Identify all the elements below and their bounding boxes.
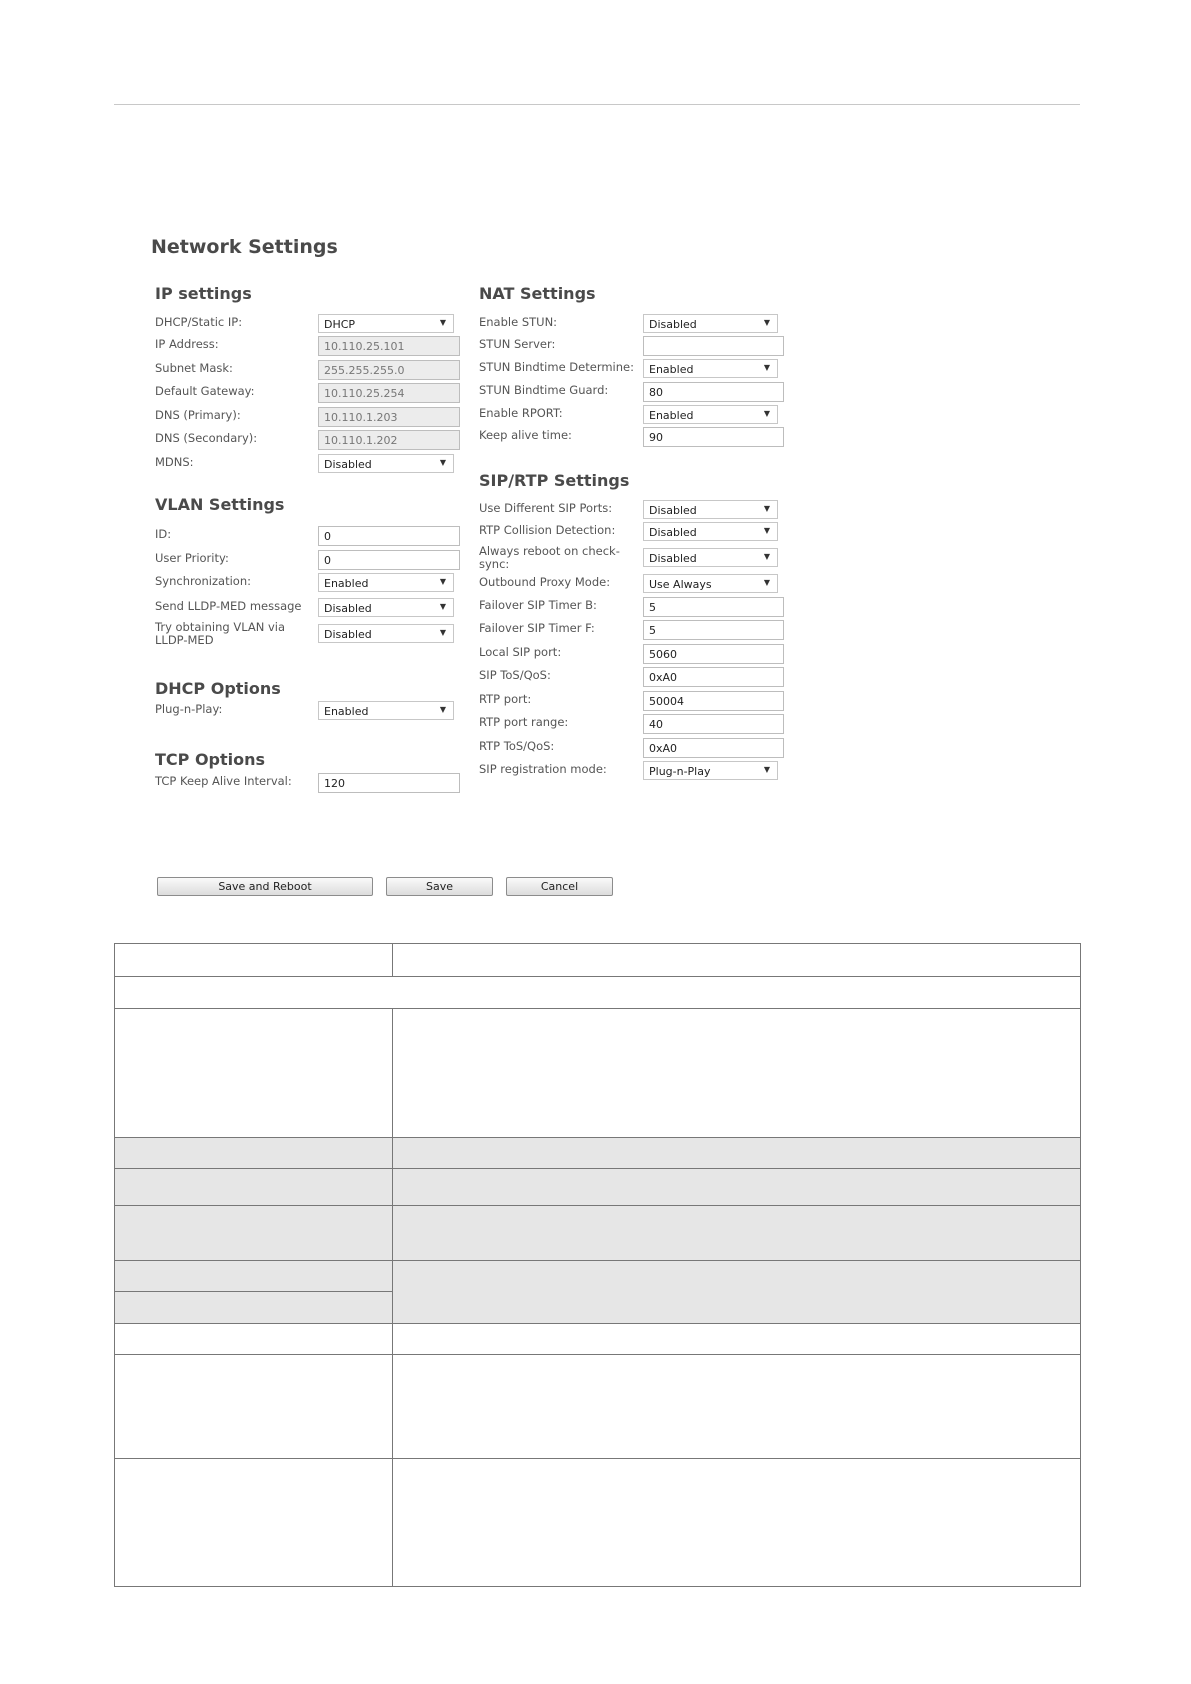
vlan-settings-heading: VLAN Settings [155,495,285,514]
dhcp-static-ip-value: DHCP [324,318,356,331]
field-row-dns-secondary [155,430,460,450]
field-row-local-sip-port [479,644,784,664]
chevron-down-icon: ▼ [763,765,770,774]
table-row [114,1137,1080,1168]
table-line [114,1205,1080,1206]
cancel-button[interactable]: Cancel [506,877,613,896]
failover-sip-timer-b-input[interactable]: 5 [643,597,784,617]
synchronization-label: Synchronization: [155,574,251,588]
stun-bindtime-determine-value: Enabled [649,363,694,376]
field-row-stun-bindtime-determine [479,359,784,379]
mdns-value: Disabled [324,458,372,471]
dhcp-static-ip-select[interactable] [318,314,454,333]
try-obtaining-vlan-via-lldp-med-value: Disabled [324,628,372,641]
table-line [114,976,1080,977]
sip-tos-qos-label: SIP ToS/QoS: [479,668,551,682]
table-row [114,1205,1080,1260]
field-row-keep-alive-time [479,427,784,447]
rtp-port-input[interactable]: 50004 [643,691,784,711]
table-line [392,943,393,976]
failover-sip-timer-f-label: Failover SIP Timer F: [479,621,595,635]
stun-server-input[interactable] [643,336,784,356]
field-row-failover-sip-timer-b [479,597,784,617]
dhcp-static-ip-label: DHCP/Static IP: [155,315,243,329]
field-row-plug-n-play [155,701,460,721]
default-gateway-label: Default Gateway: [155,384,255,398]
enable-stun-select[interactable] [643,314,778,333]
field-row-default-gateway [155,383,460,403]
field-row-rtp-tos-qos [479,738,784,758]
tcp-options-heading: TCP Options [155,750,266,769]
sip-registration-mode-label: SIP registration mode: [479,762,607,776]
outbound-proxy-mode-select[interactable] [643,574,778,593]
field-row-sip-registration-mode [479,761,784,781]
enable-rport-value: Enabled [649,409,694,422]
stun-bindtime-guard-label: STUN Bindtime Guard: [479,383,609,397]
rtp-tos-qos-label: RTP ToS/QoS: [479,739,555,753]
sip-rtp-settings-heading: SIP/RTP Settings [479,471,630,490]
table-line [114,1291,392,1292]
table-line [114,1586,1080,1587]
mdns-select[interactable] [318,454,454,473]
chevron-down-icon: ▼ [439,602,446,611]
sip-registration-mode-value: Plug-n-Play [649,765,711,778]
ip-address-label: IP Address: [155,337,219,351]
sip-tos-qos-input[interactable]: 0xA0 [643,667,784,687]
chevron-down-icon: ▼ [763,504,770,513]
table-line [114,1137,1080,1138]
chevron-down-icon: ▼ [763,409,770,418]
field-row-tcp-keep-alive-interval [155,773,460,793]
field-row-send-lldp-med-message [155,598,460,618]
table-line [392,1008,393,1586]
try-obtaining-vlan-via-lldp-med-select[interactable] [318,624,454,643]
rtp-port-range-label: RTP port range: [479,715,569,729]
sip-registration-mode-select[interactable] [643,761,778,780]
subnet-mask-label: Subnet Mask: [155,361,233,375]
field-row-sip-tos-qos [479,667,784,687]
field-row-enable-rport [479,405,784,425]
send-lldp-med-message-label: Send LLDP-MED message [155,599,302,613]
rtp-collision-detection-label: RTP Collision Detection: [479,523,616,537]
always-reboot-on-check-sync-value: Disabled [649,552,697,565]
table-line [114,1323,1080,1324]
table-line [114,1458,1080,1459]
enable-stun-value: Disabled [649,318,697,331]
table-line [114,943,115,1587]
stun-server-label: STUN Server: [479,337,556,351]
id-label: ID: [155,527,172,541]
field-row-ip-address [155,336,460,356]
field-row-rtp-port [479,691,784,711]
table-line [1080,943,1081,1587]
enable-rport-label: Enable RPORT: [479,406,563,420]
chevron-down-icon: ▼ [763,578,770,587]
table-line [114,943,1080,944]
subnet-mask-input: 255.255.255.0 [318,360,460,380]
user-priority-label: User Priority: [155,551,229,565]
dns-primary-label: DNS (Primary): [155,408,241,422]
dhcp-options-heading: DHCP Options [155,679,281,698]
synchronization-value: Enabled [324,577,369,590]
chevron-down-icon: ▼ [439,705,446,714]
always-reboot-on-check-sync-select[interactable] [643,548,778,567]
save-button[interactable]: Save [386,877,493,896]
enable-stun-label: Enable STUN: [479,315,558,329]
field-row-subnet-mask [155,360,460,380]
field-row-dns-primary [155,407,460,427]
stun-bindtime-determine-select[interactable] [643,359,778,378]
use-different-sip-ports-select[interactable] [643,500,778,519]
tcp-keep-alive-interval-input[interactable]: 120 [318,773,460,793]
rtp-collision-detection-value: Disabled [649,526,697,539]
table-row [114,1168,1080,1205]
chevron-down-icon: ▼ [439,577,446,586]
field-row-mdns [155,454,460,474]
chevron-down-icon: ▼ [439,318,446,327]
field-row-use-different-sip-ports [479,500,784,520]
dns-primary-input: 10.110.1.203 [318,407,460,427]
local-sip-port-input[interactable]: 5060 [643,644,784,664]
save-and-reboot-button[interactable]: Save and Reboot [157,877,373,896]
table-line [114,1168,1080,1169]
page-title: Network Settings [151,236,338,258]
keep-alive-time-label: Keep alive time: [479,428,572,442]
send-lldp-med-message-value: Disabled [324,602,372,615]
always-reboot-on-check-sync-label: Always reboot on check-sync: [479,544,620,571]
rtp-port-label: RTP port: [479,692,532,706]
table-line [114,1260,1080,1261]
send-lldp-med-message-select[interactable] [318,598,454,617]
outbound-proxy-mode-value: Use Always [649,578,712,591]
chevron-down-icon: ▼ [763,526,770,535]
field-row-rtp-port-range [479,714,784,734]
field-row-try-obtaining-vlan-via-lldp-med [155,620,460,647]
table-line [114,1008,1080,1009]
field-row-failover-sip-timer-f [479,620,784,640]
plug-n-play-select[interactable] [318,701,454,720]
plug-n-play-value: Enabled [324,705,369,718]
table-line [114,1354,1080,1355]
field-row-synchronization [155,573,460,593]
keep-alive-time-input[interactable]: 90 [643,427,784,447]
use-different-sip-ports-label: Use Different SIP Ports: [479,501,613,515]
chevron-down-icon: ▼ [763,552,770,561]
enable-rport-select[interactable] [643,405,778,424]
id-input[interactable]: 0 [318,526,460,546]
field-row-always-reboot-on-check-sync [479,544,784,571]
field-row-dhcp-static-ip [155,314,460,334]
field-row-rtp-collision-detection [479,522,784,542]
mdns-label: MDNS: [155,455,194,469]
stun-bindtime-guard-input[interactable]: 80 [643,382,784,402]
use-different-sip-ports-value: Disabled [649,504,697,517]
rtp-collision-detection-select[interactable] [643,522,778,541]
chevron-down-icon: ▼ [439,458,446,467]
field-row-outbound-proxy-mode [479,574,784,594]
tcp-keep-alive-interval-label: TCP Keep Alive Interval: [155,774,292,788]
outbound-proxy-mode-label: Outbound Proxy Mode: [479,575,611,589]
synchronization-select[interactable] [318,573,454,592]
ip-address-input: 10.110.25.101 [318,336,460,356]
failover-sip-timer-f-input[interactable]: 5 [643,620,784,640]
plug-n-play-label: Plug-n-Play: [155,702,223,716]
header-rule [114,104,1080,105]
field-row-enable-stun [479,314,784,334]
try-obtaining-vlan-via-lldp-med-label: Try obtaining VLAN via LLDP-MED [155,620,286,647]
dns-secondary-label: DNS (Secondary): [155,431,258,445]
default-gateway-input: 10.110.25.254 [318,383,460,403]
field-row-id [155,526,460,546]
failover-sip-timer-b-label: Failover SIP Timer B: [479,598,597,612]
chevron-down-icon: ▼ [439,628,446,637]
chevron-down-icon: ▼ [763,318,770,327]
local-sip-port-label: Local SIP port: [479,645,562,659]
ip-settings-heading: IP settings [155,284,252,303]
stun-bindtime-determine-label: STUN Bindtime Determine: [479,360,634,374]
rtp-port-range-input[interactable]: 40 [643,714,784,734]
user-priority-input[interactable]: 0 [318,550,460,570]
field-row-stun-bindtime-guard [479,382,784,402]
field-row-user-priority [155,550,460,570]
dns-secondary-input: 10.110.1.202 [318,430,460,450]
nat-settings-heading: NAT Settings [479,284,596,303]
chevron-down-icon: ▼ [763,363,770,372]
field-row-stun-server [479,336,784,356]
rtp-tos-qos-input[interactable]: 0xA0 [643,738,784,758]
